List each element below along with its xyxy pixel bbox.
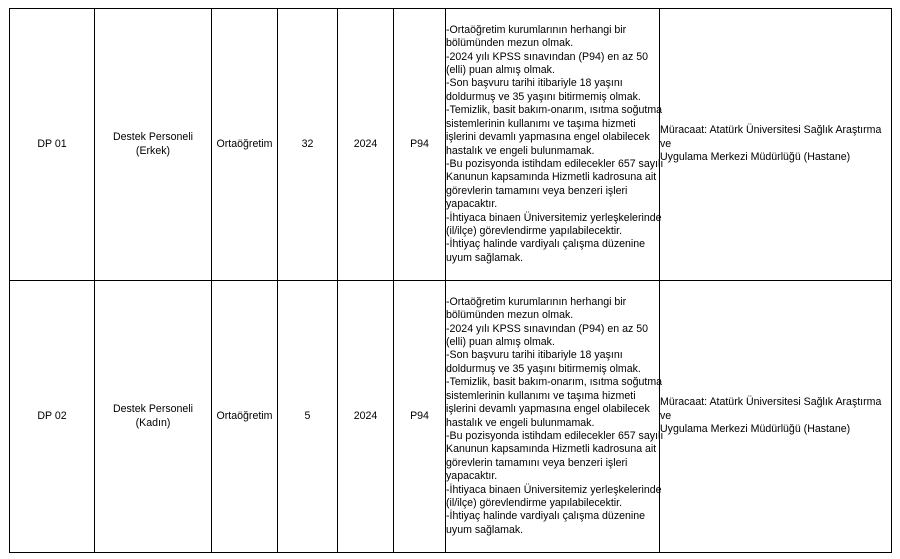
application-line: Uygulama Merkezi Müdürlüğü (Hastane)	[660, 423, 851, 436]
requirement-line: (il/ilçe) görevlendirme yapılabilecektir.	[446, 496, 623, 509]
position-count: 32	[278, 9, 338, 281]
requirement-line: doldurmuş ve 35 yaşını bitirmemiş olmak.	[446, 362, 641, 375]
position-title	[95, 281, 212, 553]
application-cell	[660, 9, 892, 281]
position-gender: (Erkek)	[135, 144, 171, 157]
requirement-line: işlerini devamlı yapmasına engel olabilecek	[446, 403, 650, 416]
position-title	[95, 9, 212, 281]
requirement-line: -Temizlik, basit bakım-onarım, ısıtma soğutma	[446, 104, 663, 117]
application-line: Müracaat: Atatürk Üniversitesi Sağlık Araştırma ve	[660, 124, 882, 150]
requirement-line: sistemlerinin kullanımı ve taşıma hizmeti	[446, 389, 636, 402]
requirement-line: Kanunun kapsamında Hizmetli kadrosuna ait	[446, 171, 657, 184]
requirement-line: -İhtiyaç halinde vardiyalı çalışma düzenine	[446, 238, 646, 251]
position-title-line: Destek Personeli	[112, 403, 194, 416]
requirement-line: (il/ilçe) görevlendirme yapılabilecektir.	[446, 224, 623, 237]
requirement-line: -2024 yılı KPSS sınavından (P94) en az 50	[446, 50, 648, 63]
requirements-cell	[446, 281, 664, 553]
requirement-line: sistemlerinin kullanımı ve taşıma hizmeti	[446, 117, 636, 130]
kpss-year: 2024	[338, 281, 394, 553]
requirement-line: (elli) puan almış olmak.	[446, 64, 555, 77]
requirement-line: -Bu pozisyonda istihdam edilecekler 657 sayılı	[446, 157, 664, 170]
table-row	[10, 9, 892, 281]
score-type: P94	[394, 281, 446, 553]
requirement-line: bölümünden mezun olmak.	[446, 309, 574, 322]
position-code: DP 02	[10, 281, 95, 553]
application-cell	[660, 281, 892, 553]
requirement-line: -Bu pozisyonda istihdam edilecekler 657 sayılı	[446, 429, 664, 442]
requirement-line: -İhtiyaca binaen Üniversitemiz yerleşkelerinde	[446, 211, 662, 224]
requirement-line: uyum sağlamak.	[446, 251, 524, 264]
requirement-line: bölümünden mezun olmak.	[446, 37, 574, 50]
position-title-line: Destek Personeli	[112, 131, 194, 144]
requirement-line: görevlerin tamamını veya benzeri işleri	[446, 456, 628, 469]
requirement-line: -2024 yılı KPSS sınavından (P94) en az 50	[446, 322, 648, 335]
requirement-line: uyum sağlamak.	[446, 523, 524, 536]
requirements-cell	[446, 9, 664, 281]
requirement-line: -Son başvuru tarihi itibariyle 18 yaşını	[446, 349, 623, 362]
requirement-line: -İhtiyaca binaen Üniversitemiz yerleşkelerinde	[446, 483, 662, 496]
position-count: 5	[278, 281, 338, 553]
requirement-line: hastalık ve engeli bulunmamak.	[446, 144, 595, 157]
requirement-line: -Ortaöğretim kurumlarının herhangi bir	[446, 23, 627, 36]
requirement-line: -İhtiyaç halinde vardiyalı çalışma düzenine	[446, 510, 646, 523]
score-type: P94	[394, 9, 446, 281]
kpss-year: 2024	[338, 9, 394, 281]
table-row	[10, 281, 892, 553]
requirement-line: hastalık ve engeli bulunmamak.	[446, 416, 595, 429]
education-level: Ortaöğretim	[212, 281, 278, 553]
requirement-line: yapacaktır.	[446, 470, 498, 483]
education-level: Ortaöğretim	[212, 9, 278, 281]
requirement-line: görevlerin tamamını veya benzeri işleri	[446, 184, 628, 197]
position-code: DP 01	[10, 9, 95, 281]
requirement-line: -Temizlik, basit bakım-onarım, ısıtma soğutma	[446, 376, 663, 389]
position-gender: (Kadın)	[135, 416, 171, 429]
requirement-line: işlerini devamlı yapmasına engel olabilecek	[446, 131, 650, 144]
application-line: Uygulama Merkezi Müdürlüğü (Hastane)	[660, 151, 851, 164]
requirement-line: yapacaktır.	[446, 198, 498, 211]
requirement-line: Kanunun kapsamında Hizmetli kadrosuna ait	[446, 443, 657, 456]
requirement-line: -Son başvuru tarihi itibariyle 18 yaşını	[446, 77, 623, 90]
job-positions-table	[9, 8, 892, 553]
application-line: Müracaat: Atatürk Üniversitesi Sağlık Araştırma ve	[660, 396, 882, 422]
requirement-line: doldurmuş ve 35 yaşını bitirmemiş olmak.	[446, 90, 641, 103]
requirement-line: -Ortaöğretim kurumlarının herhangi bir	[446, 295, 627, 308]
requirement-line: (elli) puan almış olmak.	[446, 336, 555, 349]
